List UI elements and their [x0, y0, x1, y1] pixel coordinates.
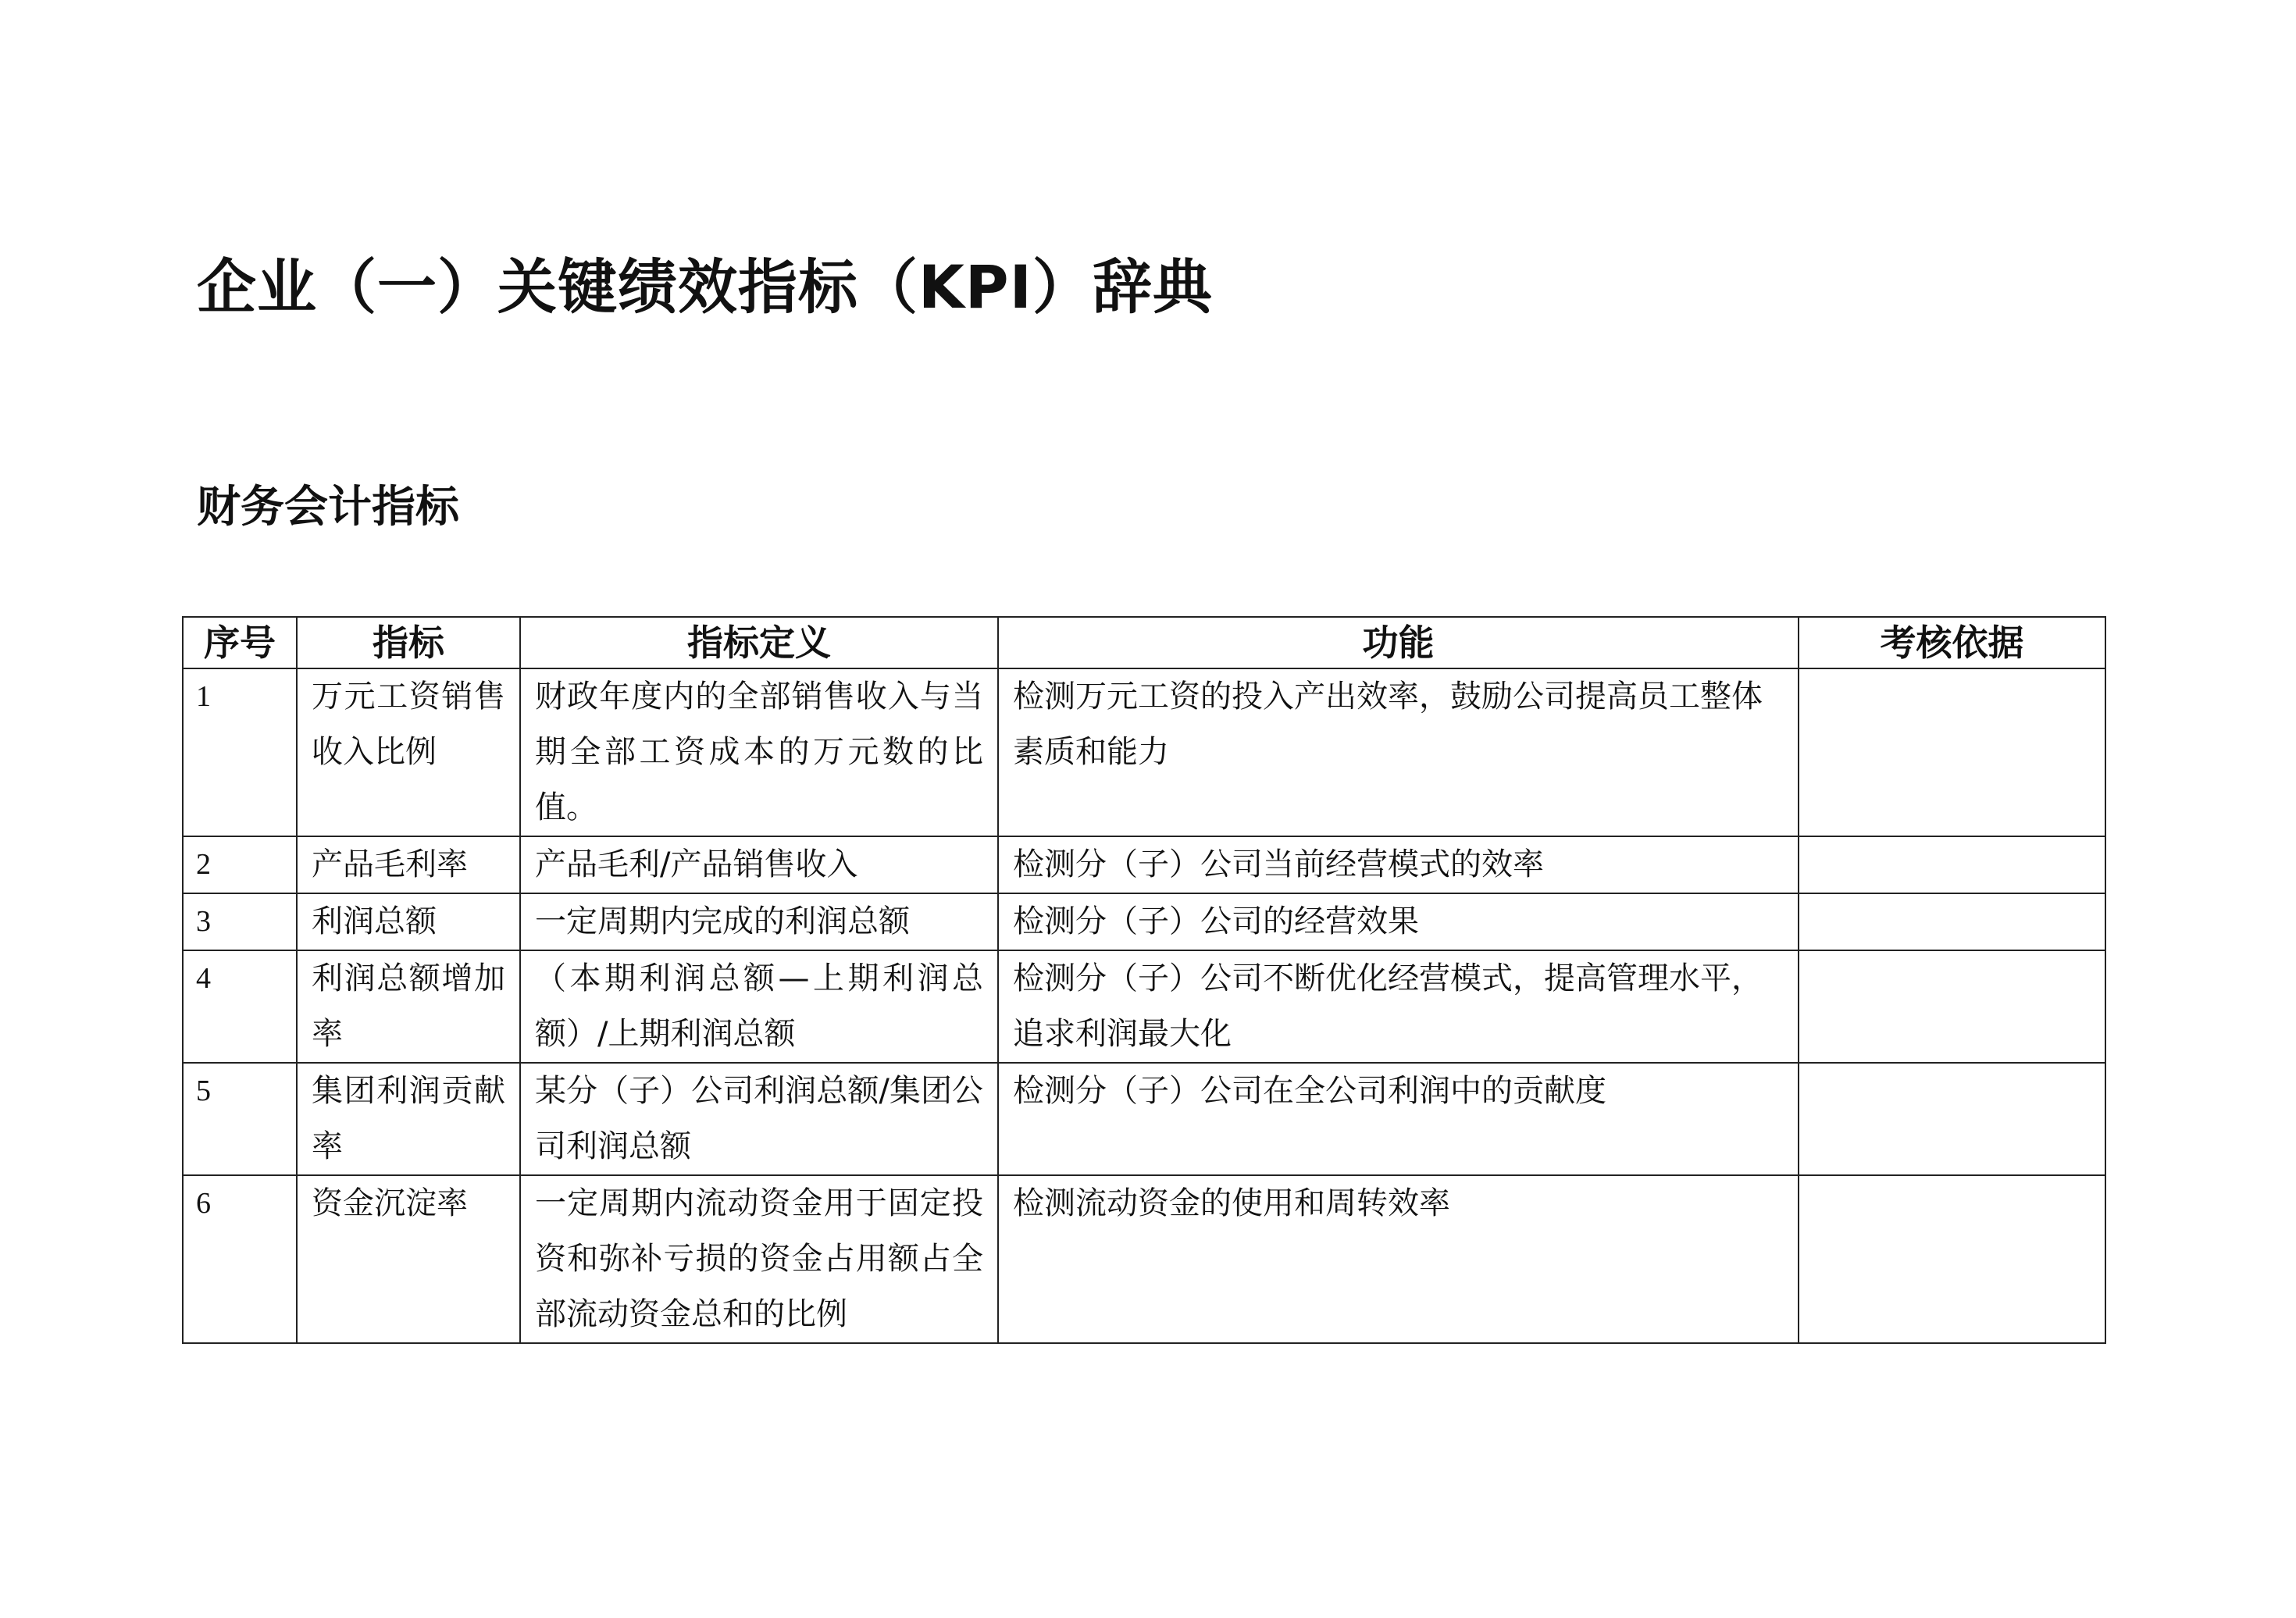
cell-definition: （本期利润总额—上期利润总额）/上期利润总额 [520, 950, 998, 1063]
header-no: 序号 [183, 617, 297, 668]
cell-definition: 产品毛利/产品销售收入 [520, 836, 998, 893]
cell-definition: 财政年度内的全部销售收入与当期全部工资成本的万元数的比值。 [520, 668, 998, 836]
cell-indicator: 利润总额增加率 [297, 950, 520, 1063]
kpi-table [182, 616, 2106, 1344]
table-header-row [183, 617, 2105, 668]
cell-definition: 某分（子）公司利润总额/集团公司利润总额 [520, 1063, 998, 1175]
section-title: 财务会计指标 [197, 482, 459, 533]
cell-no: 6 [183, 1175, 297, 1343]
table-row [183, 893, 2105, 950]
cell-basis [1799, 668, 2105, 836]
cell-definition: 一定周期内流动资金用于固定投资和弥补亏损的资金占用额占全部流动资金总和的比例 [520, 1175, 998, 1343]
cell-indicator: 利润总额 [297, 893, 520, 950]
cell-indicator: 资金沉淀率 [297, 1175, 520, 1343]
cell-basis [1799, 1063, 2105, 1175]
cell-function: 检测流动资金的使用和周转效率 [998, 1175, 1799, 1343]
header-basis: 考核依据 [1799, 617, 2105, 668]
cell-no: 3 [183, 893, 297, 950]
cell-basis [1799, 893, 2105, 950]
cell-no: 5 [183, 1063, 297, 1175]
cell-no: 2 [183, 836, 297, 893]
header-function: 功能 [998, 617, 1799, 668]
cell-basis [1799, 836, 2105, 893]
cell-definition: 一定周期内完成的利润总额 [520, 893, 998, 950]
table-row [183, 950, 2105, 1063]
cell-no: 1 [183, 668, 297, 836]
cell-function: 检测分（子）公司的经营效果 [998, 893, 1799, 950]
cell-indicator: 集团利润贡献率 [297, 1063, 520, 1175]
table-row [183, 836, 2105, 893]
cell-indicator: 产品毛利率 [297, 836, 520, 893]
header-indicator: 指标 [297, 617, 520, 668]
cell-basis [1799, 950, 2105, 1063]
cell-no: 4 [183, 950, 297, 1063]
table-row [183, 668, 2105, 836]
cell-basis [1799, 1175, 2105, 1343]
header-definition: 指标定义 [520, 617, 998, 668]
cell-function: 检测分（子）公司不断优化经营模式，提高管理水平，追求利润最大化 [998, 950, 1799, 1063]
cell-function: 检测万元工资的投入产出效率，鼓励公司提高员工整体素质和能力 [998, 668, 1799, 836]
table-row [183, 1063, 2105, 1175]
table-row [183, 1175, 2105, 1343]
cell-function: 检测分（子）公司当前经营模式的效率 [998, 836, 1799, 893]
document-title: 企业（一）关键绩效指标（KPI）辞典 [197, 252, 1213, 322]
cell-function: 检测分（子）公司在全公司利润中的贡献度 [998, 1063, 1799, 1175]
cell-indicator: 万元工资销售收入比例 [297, 668, 520, 836]
